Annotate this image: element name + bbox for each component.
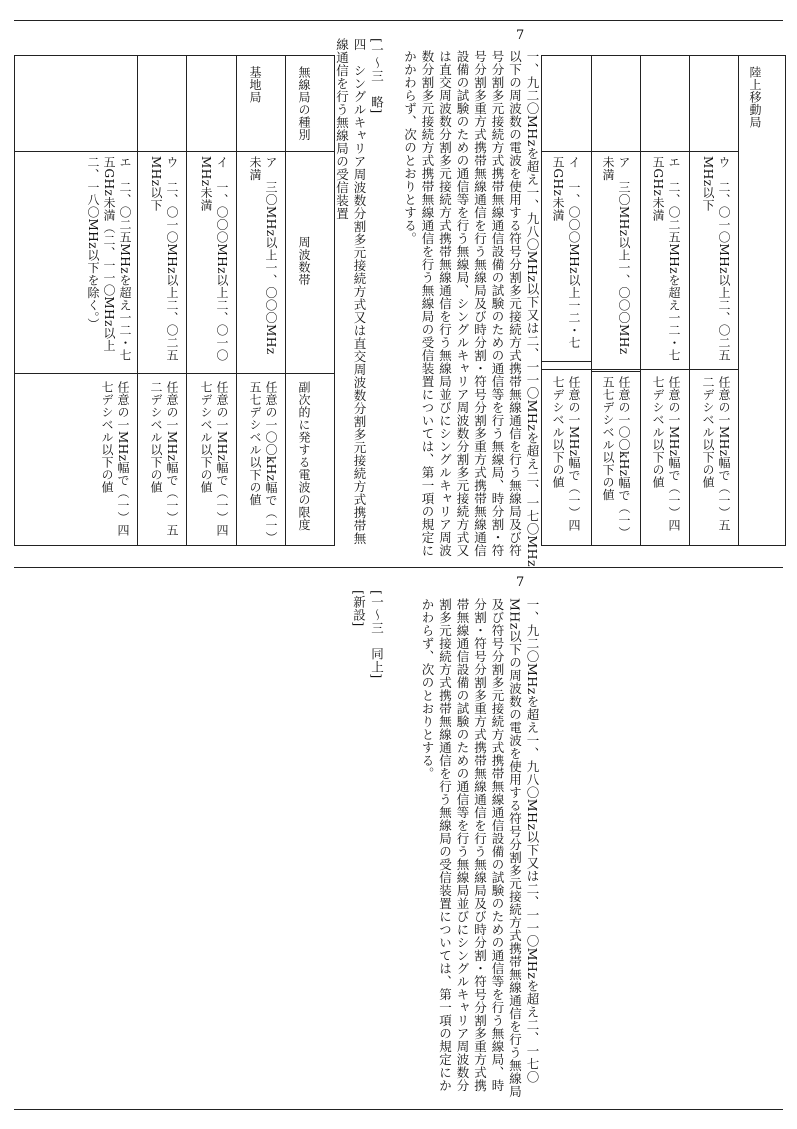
left-table-divider — [137, 56, 138, 545]
right-table-limit-b: 任意の一MHz幅で（一）四七デシベル以下の値 — [551, 376, 581, 532]
left-table-header-type: 無線局の種別 — [297, 66, 311, 141]
bottom-new-note: [新設] — [351, 590, 367, 627]
right-table-divider — [542, 361, 591, 362]
right-table-band-a: ア 三〇MHz以上一、〇〇〇MHz未満 — [601, 156, 631, 355]
right-table — [541, 55, 786, 546]
top-rule — [14, 20, 783, 21]
right-table-limit-c: 任意の一MHz幅で（一）五二デシベル以下の値 — [701, 376, 731, 532]
left-table-band-b: イ 一、〇〇〇MHz以上二、〇一〇MHz未満 — [199, 156, 229, 362]
left-table-divider — [15, 151, 334, 152]
right-table-divider — [591, 56, 592, 545]
left-table-band-c: ウ 二、〇一〇MHz以上二、〇二五MHz以下 — [149, 156, 179, 362]
left-table-limit-d: 任意の一MHz幅で（一）四七デシベル以下の値 — [100, 381, 130, 537]
left-table-divider — [15, 373, 334, 374]
right-table-divider — [542, 151, 738, 152]
bottom-rule — [14, 1109, 783, 1110]
left-table-limit-c: 任意の一MHz幅で（一）五二デシベル以下の値 — [149, 381, 179, 537]
right-table-band-b: イ 一、〇〇〇MHz以上一二・七五GHz未満 — [551, 156, 581, 350]
right-table-divider — [640, 56, 641, 545]
left-table-divider — [285, 56, 286, 545]
bottom-main-paragraph: 一、九二〇MHzを超え一、九八〇MHz以下又は二、一一〇MHzを超え二、一七〇MHz以下の周波数の電波を使用する符号分割多元接続方式携帯無線通信を行う無線局及び符号分割多元接続方式携帯無線通信設備の試験のための通信等を行う無線局、時分割・符号分割多重方式携帯無線通信を行う無線局及び時分割・符号分割多重方式携帯無線通信設備の試験のための通信等を行う無線局並びにシングルキャリア周波数分割多元接続方式携帯無線通信を行う無線局の受信装置については、第一項の規定にかかわらず、次のとおりとする。 — [420, 598, 540, 1098]
left-table-band-a: ア 三〇MHz以上一、〇〇〇MHz未満 — [248, 156, 278, 355]
left-table-band-d: エ 二、〇二五MHzを超え一二・七五GHz未満（二、一一〇MHz以上二、一八〇MHz以下を除く。） — [86, 156, 132, 362]
left-table-limit-a: 任意の一〇〇kHz幅で（一）五七デシベル以下の値 — [248, 381, 278, 539]
bottom-same-note: [一～三 同上] — [369, 590, 385, 679]
right-table-band-c: ウ 二、〇一〇MHz以上二、〇二五MHz以下 — [701, 156, 731, 362]
left-table-header-band: 周波数帯 — [297, 236, 311, 286]
right-table-limit-a: 任意の一〇〇kHz幅で（一）五七デシベル以下の値 — [601, 376, 631, 540]
left-table-limit-b: 任意の一MHz幅で（一）四七デシベル以下の値 — [199, 381, 229, 537]
right-table-divider — [689, 56, 690, 545]
left-table-station-type: 基地局 — [248, 66, 262, 104]
left-table — [14, 55, 335, 546]
right-table-divider — [738, 56, 739, 545]
right-table-limit-d: 任意の一MHz幅で（一）四七デシベル以下の値 — [651, 376, 681, 532]
left-table-header-limit: 副次的に発する電波の限度 — [297, 381, 311, 531]
top-omitted-note: [一～三 略] — [369, 38, 385, 114]
top-page-number: 7 — [516, 28, 525, 43]
top-item-four: 四 シングルキャリア周波数分割多元接続方式又は直交周波数分割多元接続方式携帯無線通信を行う無線局の受信装置 — [334, 38, 367, 545]
top-main-paragraph: 一、九二〇MHzを超え一、九八〇MHz以下又は二、一一〇MHzを超え二、一七〇MHz以下の周波数の電波を使用する符号分割多元接続方式携帯無線通信を行う無線局及び符号分割多元接続方式携帯無線通信設備の試験のための通信等を行う無線局、時分割・符号分割多重方式携帯無線通信を行う無線局及び時分割・符号分割多重方式携帯無線通信設備の試験のための通信等を行う無線局、シングルキャリア周波数分割多元接続方式又は直交周波数分割多元接続方式携帯無線通信を行う無線局並びにシングルキャリア周波数分割多元接続方式携帯無線通信を行う無線局の受信装置については、第一項の規定にかかわらず、次のとおりとする。 — [402, 50, 540, 568]
right-table-band-d: エ 二、〇二五MHzを超え一二・七五GHz未満 — [651, 156, 681, 362]
right-table-divider — [542, 369, 738, 370]
left-table-divider — [236, 56, 237, 545]
bottom-page-number: 7 — [516, 575, 525, 590]
right-table-divider — [591, 371, 640, 372]
left-table-divider — [186, 56, 187, 545]
right-table-station-type: 陸上移動局 — [748, 66, 762, 129]
